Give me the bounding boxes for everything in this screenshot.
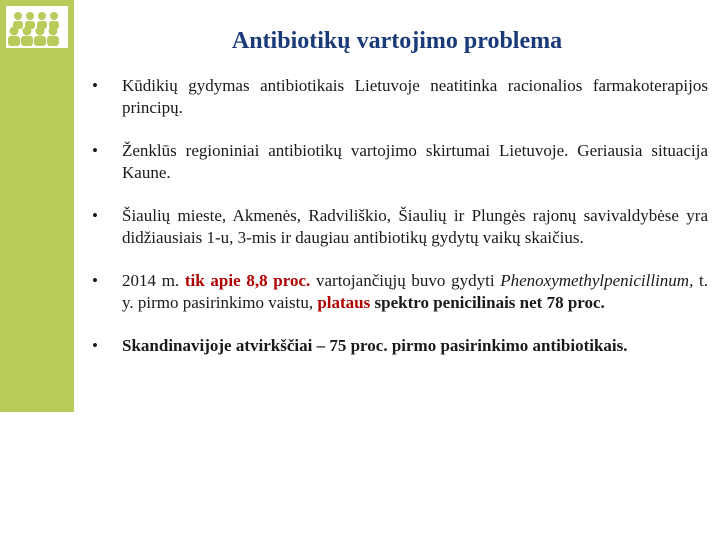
slide-title: Antibiotikų vartojimo problema <box>231 28 563 54</box>
bullet-text-part: vartojančiųjų buvo gydyti <box>316 271 495 290</box>
bullet-item <box>92 75 708 119</box>
bullet-item <box>92 205 708 249</box>
bullet-text-part: t. y. pirmo pasirinkimo vaistu, <box>122 271 709 312</box>
bullet-item <box>92 140 708 184</box>
bullet-text: Skandinavijoje atvirkščiai – 75 proc. pirmo pasirinkimo antibiotikais. <box>122 336 628 355</box>
bullet-item <box>92 270 708 314</box>
bullet-item <box>92 335 708 357</box>
drug-name-text: Phenoxymethylpenicillinum, <box>500 271 694 290</box>
bold-text: spektro penicilinais net 78 proc. <box>374 293 605 312</box>
bullet-text-part: 2014 m. <box>122 271 180 290</box>
bullet-dot: • <box>92 336 98 355</box>
bullet-dot: • <box>92 271 98 290</box>
people-group-logo-icon <box>6 6 68 48</box>
bullet-dot: • <box>92 76 98 95</box>
bullet-text: Kūdikių gydymas antibiotikais Lietuvoje neatitinka racionalios farmakoterapijos principų. <box>122 76 708 117</box>
sidebar-accent <box>0 0 74 412</box>
bullet-text: Ženklūs regioniniai antibiotikų vartojimo skirtumai Lietuvoje. Geriausia situacija Kaune. <box>122 141 708 182</box>
bullet-text: Šiaulių mieste, Akmenės, Radviliškio, Šiaulių ir Plungės rajonų savivaldybėse yra didžiausiais 1-u, 3-mis ir daugiau antibiotikų gydytų vaikų skaičius. <box>122 206 708 247</box>
highlight-text: tik apie 8,8 proc. <box>184 271 311 290</box>
highlight-text: plataus <box>317 293 371 312</box>
bullet-dot: • <box>92 141 98 160</box>
bullet-list <box>92 75 708 378</box>
bullet-dot: • <box>92 206 98 225</box>
